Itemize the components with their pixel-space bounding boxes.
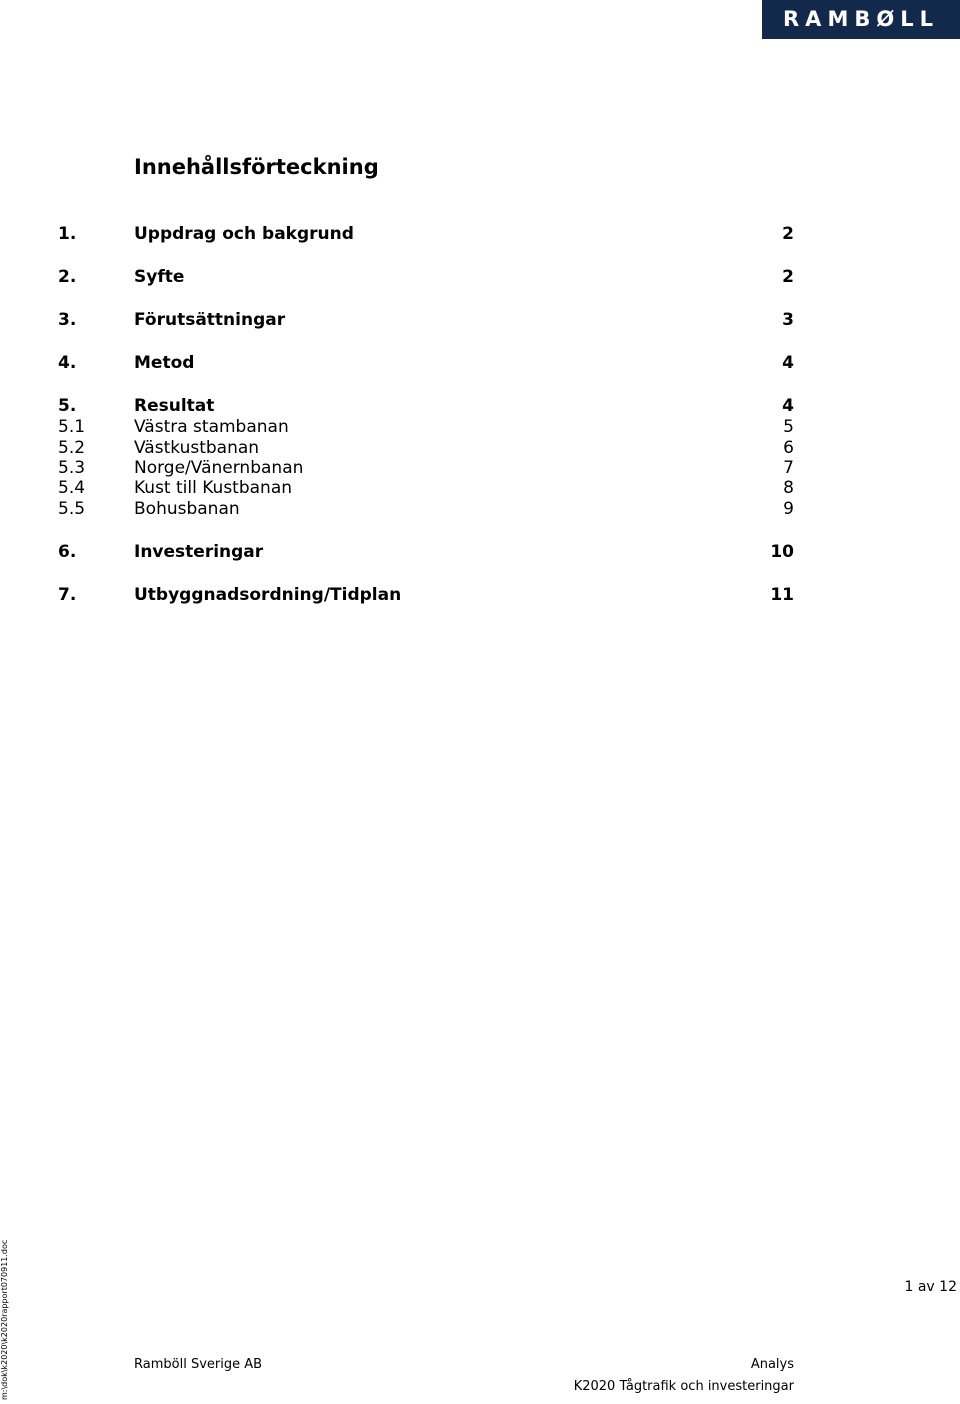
toc-entry-label: Utbyggnadsordning/Tidplan [134,585,402,605]
toc-entry-label: Investeringar [134,542,264,562]
toc-entry-page: 3 [782,310,794,330]
toc-entry-label: Metod [134,353,195,373]
toc-entry-number: 5.3 [58,458,86,478]
toc-entry-label: Kust till Kustbanan [134,478,293,498]
toc-entry-3[interactable] [58,309,794,331]
footer-document-type: Analys [750,1357,794,1372]
toc-entry-5-5[interactable] [58,498,794,520]
toc-entry-5-3[interactable] [58,457,794,479]
ramboll-logo [762,0,960,39]
footer-company: Ramböll Sverige AB [134,1357,263,1372]
toc-entry-page: 4 [782,396,794,416]
toc-entry-label: Förutsättningar [134,310,286,330]
toc-entry-number: 5.4 [58,478,86,498]
toc-entry-label: Bohusbanan [134,499,240,519]
toc-entry-page: 2 [782,267,794,287]
toc-entry-page: 8 [783,478,794,498]
toc-entry-label: Västra stambanan [134,417,289,437]
toc-entry-6[interactable] [58,541,794,563]
toc-entry-label: Uppdrag och bakgrund [134,224,354,244]
toc-entry-label: Syfte [134,267,185,287]
toc-entry-number: 5. [58,396,77,416]
document-file-path: m:\dok\k2020\k2020rapport070911.doc [0,1239,9,1400]
toc-entry-page: 4 [782,353,794,373]
toc-entry-5-4[interactable] [58,477,794,499]
toc-entry-7[interactable] [58,584,794,606]
toc-entry-number: 6. [58,542,77,562]
toc-entry-page: 2 [782,224,794,244]
toc-entry-number: 5.5 [58,499,86,519]
toc-entry-page: 11 [770,585,794,605]
toc-entry-number: 5.1 [58,417,86,437]
toc-entry-number: 7. [58,585,77,605]
toc-title: Innehållsförteckning [134,155,379,179]
toc-entry-number: 5.2 [58,438,86,458]
footer-document-title: K2020 Tågtrafik och investeringar [573,1379,794,1394]
toc-entry-number: 2. [58,267,77,287]
toc-entry-page: 6 [783,438,794,458]
toc-entry-label: Norge/Vänernbanan [134,458,304,478]
toc-entry-label: Västkustbanan [134,438,260,458]
toc-entry-number: 1. [58,224,77,244]
toc-entry-2[interactable] [58,266,794,288]
toc-entry-page: 10 [770,542,794,562]
toc-entry-page: 9 [783,499,794,519]
page-count: 1 av 12 [904,1279,957,1295]
toc-entry-5-2[interactable] [58,437,794,459]
toc-entry-5[interactable] [58,395,794,417]
toc-entry-number: 3. [58,310,77,330]
toc-entry-1[interactable] [58,223,794,245]
toc-entry-label: Resultat [134,396,215,416]
logo-text: RAMBØLL [783,7,939,31]
toc-entry-number: 4. [58,353,77,373]
toc-entry-page: 5 [783,417,794,437]
toc-entry-5-1[interactable] [58,416,794,438]
toc-entry-page: 7 [783,458,794,478]
toc-entry-4[interactable] [58,352,794,374]
